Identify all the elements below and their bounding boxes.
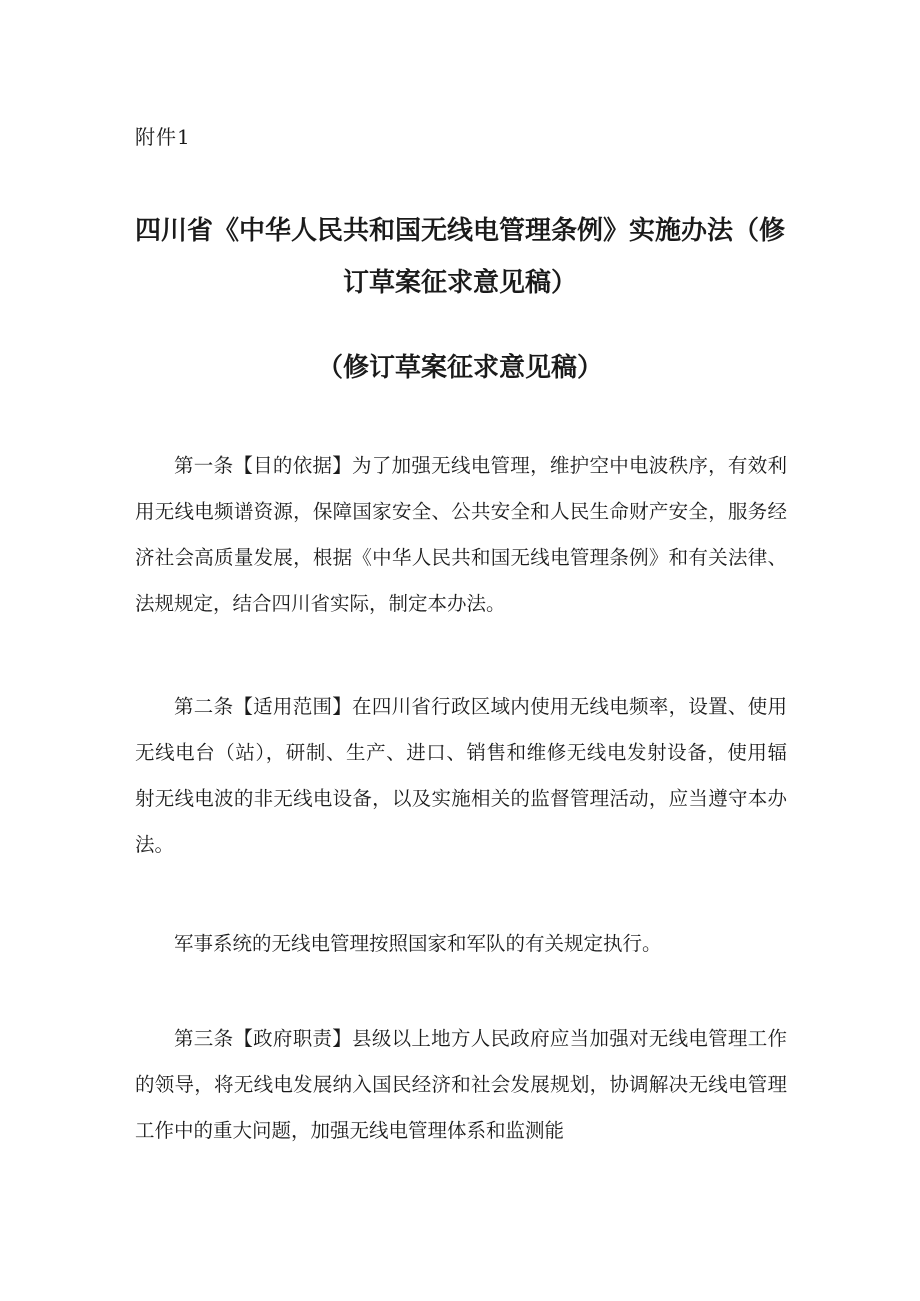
article-2-paragraph: 第二条【适用范围】在四川省行政区域内使用无线电频率，设置、使用无线电台（站），研制、生产、进口、销售和维修无线电发射设备，使用辐射无线电波的非无线电设备，以及实施相关的监督管理活动，应当遵守本办法。: [135, 695, 787, 856]
military-exception-paragraph: 军事系统的无线电管理按照国家和军队的有关规定执行。: [174, 932, 662, 955]
article-3-paragraph: 第三条【政府职责】县级以上地方人民政府应当加强对无线电管理工作的领导，将无线电发展纳入国民经济和社会发展规划，协调解决无线电管理工作中的重大问题，加强无线电管理体系和监测能: [135, 1027, 787, 1142]
document-title: 四川省《中华人民共和国无线电管理条例》实施办法（修订草案征求意见稿）: [134, 216, 785, 298]
article-1-paragraph: 第一条【目的依据】为了加强无线电管理，维护空中电波秩序，有效利用无线电频谱资源，保障国家安全、公共安全和人民生命财产安全，服务经济社会高质量发展，根据《中华人民共和国无线电管理条例》和有关法律、法规规定，结合四川省实际，制定本办法。: [135, 454, 787, 615]
attachment-label: 附件1: [135, 125, 191, 149]
document-subtitle: （修订草案征求意见稿）: [316, 353, 603, 383]
